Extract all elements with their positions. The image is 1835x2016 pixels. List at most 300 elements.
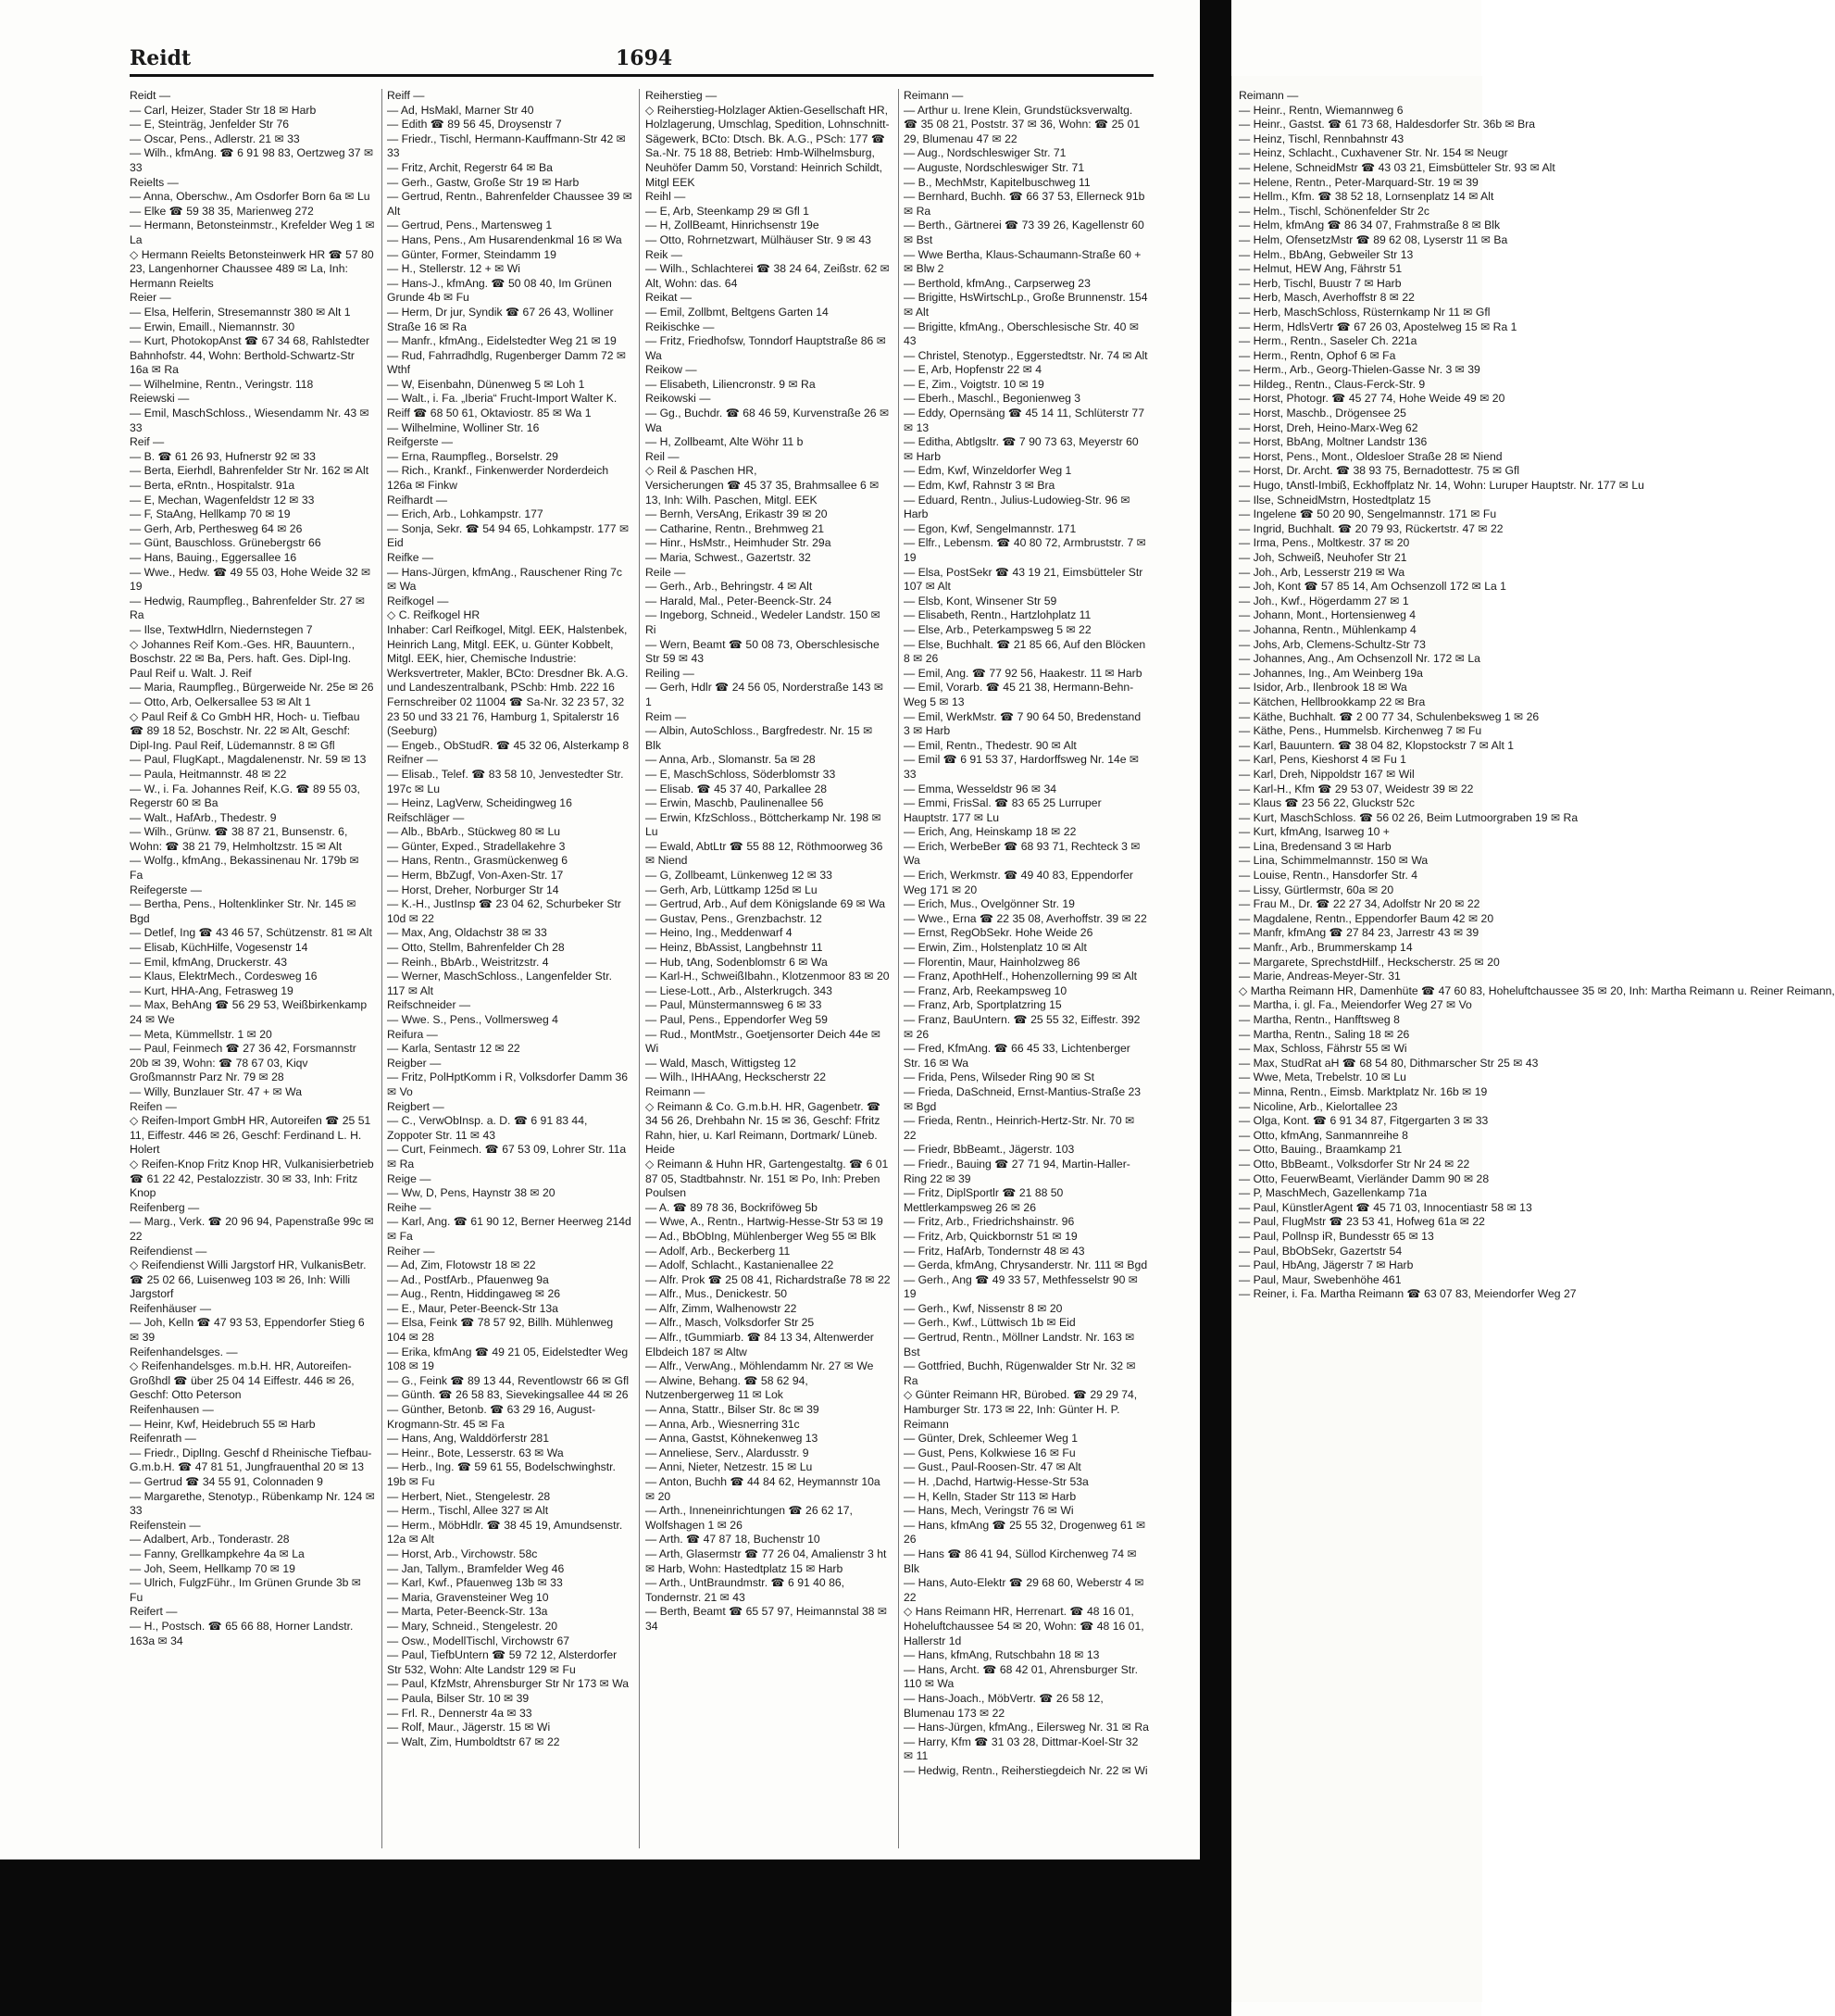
directory-entry: Reimann — — [1239, 89, 1299, 102]
directory-entry: — Käthe, Buchhalt. ☎ 2 00 77 34, Schulenbeksweg 1 ✉ 26 — [1239, 709, 1540, 723]
directory-entry: — Hans-J., kfmAng. ☎ 50 08 40, Im Grünen Grunde 4b ✉ Fu — [387, 276, 612, 305]
directory-entry: — Günter, Former, Steindamm 19 — [387, 247, 556, 261]
directory-entry: — Ad, Zim, Flotowstr 18 ✉ 22 — [387, 1258, 536, 1272]
directory-entry: — Otto, Stellm, Bahrenfelder Ch 28 — [387, 941, 565, 955]
directory-entry: — Paul, Feinmech ☎ 27 36 42, Forsmannstr 20b ✉ 39, Wohn: ☎ 78 67 03, Kiqv Großmannstr Parz Nr. 79 ✉ 28 — [130, 1042, 356, 1084]
directory-entry: — Arth., Inneneinrichtungen ☎ 26 62 17, Wolfshagen 1 ✉ 26 — [645, 1504, 853, 1532]
directory-entry: — H., Postsch. ☎ 65 66 88, Horner Landstr. 163a ✉ 34 — [130, 1619, 354, 1647]
directory-entry: — Heinz, Schlacht., Cuxhavener Str. Nr. 154 ✉ Neugr — [1239, 146, 1508, 160]
directory-entry: — H, Zollbeamt, Alte Wöhr 11 b — [645, 435, 804, 449]
directory-entry: — Berta, eRntn., Hospitalstr. 91a — [130, 479, 295, 493]
directory-entry: — Wolfg., kfmAng., Bekassinenau Nr. 179b ✉ Fa — [130, 854, 359, 883]
book-gutter — [1200, 0, 1231, 2016]
directory-entry: — Heino, Ing., Meddenwarf 4 — [645, 926, 793, 940]
directory-entry: — Käthe, Pens., Hummelsb. Kirchenweg 7 ✉ Fu — [1239, 724, 1482, 738]
directory-entry: — Anna, Gastst, Köhnekenweg 13 — [645, 1432, 818, 1446]
directory-entry: — Arthur u. Irene Klein, Grundstücksverwaltg. ☎ 35 08 21, Poststr. 37 ✉ 36, Wohn: ☎ 25 01 29, Blumenau 47 ✉ 22 — [904, 103, 1141, 145]
directory-entry: — Heinr., Bote, Lesserstr. 63 ✉ Wa — [387, 1446, 564, 1459]
directory-entry: — Karl-H., Kfm ☎ 29 53 07, Weidestr 39 ✉ 22 — [1239, 782, 1474, 795]
directory-entry: — Minna, Rentn., Eimsb. Marktplatz Nr. 16b ✉ 19 — [1239, 1084, 1488, 1098]
directory-entry: — Hub, tAng, Sodenblomstr 6 ✉ Wa — [645, 955, 828, 969]
directory-entry: — Lina, Schimmelmannstr. 150 ✉ Wa — [1239, 854, 1429, 868]
directory-entry: — Paul, FlugMstr ☎ 23 53 41, Hofweg 61a ✉ 22 — [1239, 1215, 1485, 1229]
directory-entry: — Otto, BbBeamt., Volksdorfer Str Nr 24 ✉ 22 — [1239, 1157, 1470, 1171]
directory-entry: — Maria, Raumpfleg., Bürgerweide Nr. 25e ✉ 26 — [130, 681, 374, 695]
directory-entry: — Emil, Rentn., Thedestr. 90 ✉ Alt — [904, 738, 1077, 752]
directory-entry: — Max, StudRat aH ☎ 68 54 80, Dithmarscher Str 25 ✉ 43 — [1239, 1056, 1539, 1070]
directory-entry: ◇ Hermann Reielts Betonsteinwerk HR ☎ 57 80 23, Langenhorner Chaussee 489 ✉ La, Inh: Hermann Reielts — [130, 247, 374, 290]
directory-entry: — Gerda, kfmAng, Chrysanderstr. Nr. 111 ✉ Bgd — [904, 1258, 1148, 1272]
directory-entry: — Ingeborg, Schneid., Wedeler Landstr. 150 ✉ Ri — [645, 608, 880, 636]
directory-entry: Reiling — — [645, 666, 694, 680]
directory-entry: — Rud., MontMstr., Goetjensorter Deich 44e ✉ Wi — [645, 1027, 881, 1056]
directory-entry: — Herbert, Niet., Stengelestr. 28 — [387, 1489, 551, 1503]
directory-entry: — Karl, Ang. ☎ 61 90 12, Berner Heerweg 214d ✉ Fa — [387, 1215, 631, 1243]
directory-entry: — Werner, MaschSchloss., Langenfelder Str. 117 ✉ Alt — [387, 970, 612, 997]
directory-entry: — Horst, Dr. Archt. ☎ 38 93 75, Bernadottestr. 75 ✉ Gfl — [1239, 464, 1520, 478]
directory-entry: Reikischke — — [645, 319, 715, 333]
directory-entry: Reif — — [130, 435, 165, 449]
directory-entry: — Gerh., Arb., Behringstr. 4 ✉ Alt — [645, 580, 813, 594]
directory-entry: — Emmi, FrisSal. ☎ 83 65 25 Lurruper Hauptstr. 177 ✉ Lu — [904, 796, 1102, 824]
directory-entry: — Gerh., Ang ☎ 49 33 57, Methfesselstr 90 ✉ 19 — [904, 1272, 1139, 1301]
directory-entry: — H, ZollBeamt, Hinrichsenstr 19e — [645, 219, 819, 232]
directory-entry: — Irma, Pens., Moltkestr. 37 ✉ 20 — [1239, 536, 1410, 550]
directory-entry: — Ewald, AbtLtr ☎ 55 88 12, Röthmoorweg 36 ✉ Niend — [645, 839, 883, 868]
directory-entry: — Horst, Maschb., Drögensee 25 — [1239, 407, 1406, 420]
directory-entry: — Heinr., Rentn, Wiemannweg 6 — [1239, 103, 1404, 117]
directory-entry: Reifkogel — — [387, 594, 449, 607]
directory-entry: — Otto, Bauing., Braamkamp 21 — [1239, 1143, 1403, 1157]
directory-entry: Reiewski — — [130, 392, 190, 406]
header-rule — [130, 74, 1154, 77]
directory-entry: — Otto, kfmAng, Sanmannreihe 8 — [1239, 1128, 1408, 1142]
directory-entry: — Friedr, BbBeamt., Jägerstr. 103 — [904, 1143, 1075, 1157]
directory-entry: Reihe — — [387, 1200, 431, 1214]
directory-entry: — Heinz, BbAssist, Langbehnstr 11 — [645, 941, 823, 955]
directory-entry: — Fanny, Grellkampkehre 4a ✉ La — [130, 1546, 305, 1560]
directory-entry: — Helene, Rentn., Peter-Marquard-Str. 19 ✉ 39 — [1239, 175, 1479, 189]
directory-entry: — Manfr., kfmAng., Eidelstedter Weg 21 ✉ 19 — [387, 334, 617, 348]
directory-entry: — Paul, KfzMstr, Ahrensburger Str Nr 173 ✉ Wa — [387, 1677, 630, 1691]
directory-entry: — Günter, Drek, Schleemer Weg 1 — [904, 1432, 1079, 1446]
directory-entry: — Ww, D, Pens, Haynstr 38 ✉ 20 — [387, 1186, 555, 1200]
directory-entry: — Karla, Sentastr 12 ✉ 22 — [387, 1042, 520, 1056]
directory-entry: — Erich, Mus., Ovelgönner Str. 19 — [904, 897, 1075, 911]
directory-entry: — Hedwig, Raumpfleg., Bahrenfelder Str. 27 ✉ Ra — [130, 594, 366, 622]
page-header — [130, 43, 1154, 74]
directory-entry: — Elke ☎ 59 38 35, Marienweg 272 — [130, 204, 314, 218]
directory-entry: Reile — — [645, 565, 686, 579]
directory-entry: — Auguste, Nordschleswiger Str. 71 — [904, 160, 1085, 174]
directory-entry: — Friedr., Tischl, Hermann-Kauffmann-Str 42 ✉ 33 — [387, 131, 626, 160]
directory-entry: — Arth. ☎ 47 87 18, Buchenstr 10 — [645, 1533, 820, 1546]
directory-entry: — Berta, Eierhdl, Bahrenfelder Str Nr. 162 ✉ Alt — [130, 464, 369, 478]
directory-entry: — Emil, MaschSchloss., Wiesendamm Nr. 43 ✉ 33 — [130, 407, 369, 434]
directory-entry: — Hans ☎ 86 41 94, Süllod Kirchenweg 74 ✉ Blk — [904, 1546, 1137, 1575]
directory-entry: — Elsa, PostSekr ☎ 43 19 21, Eimsbütteler Str 107 ✉ Alt — [904, 565, 1143, 594]
directory-entry: — Wilh., Schlachterei ☎ 38 24 64, Zeißstr. 62 ✉ Alt, Wohn: das. 64 — [645, 262, 890, 290]
directory-entry: Reik — — [645, 247, 682, 261]
directory-entry: — Joh, Kont ☎ 57 85 14, Am Ochsenzoll 172 ✉ La 1 — [1239, 580, 1506, 594]
directory-entry: — Horst, BbAng, Moltner Landstr 136 — [1239, 435, 1428, 449]
directory-entry: Reifenberg — — [130, 1200, 200, 1214]
directory-entry: — Erich, Ang, Heinskamp 18 ✉ 22 — [904, 825, 1077, 839]
directory-entry: — Manfr., Arb., Brummerskamp 14 — [1239, 941, 1413, 955]
directory-entry: — Ulrich, FulgzFühr., Im Grünen Grunde 3b ✉ Fu — [130, 1576, 361, 1604]
directory-entry: — Erich, WerbeBer ☎ 68 93 71, Rechteck 3 ✉ Wa — [904, 839, 1141, 868]
directory-entry: — Hermann, Betonsteinmstr., Krefelder Weg 1 ✉ La — [130, 219, 375, 246]
directory-entry: — P, MaschMech, Gazellenkamp 71a — [1239, 1186, 1427, 1200]
directory-entry: — Herm., Rentn, Ophof 6 ✉ Fa — [1239, 348, 1396, 362]
directory-entry: Reifura — — [387, 1027, 438, 1041]
directory-entry: — Fritz, Friedhofsw, Tonndorf Hauptstraße 86 ✉ Wa — [645, 334, 886, 362]
directory-entry: — Karl-H., SchweißIbahn., Klotzenmoor 83 ✉ 20 — [645, 970, 890, 983]
directory-entry: — Elisab., Telef. ☎ 83 58 10, Jenvestedter Str. 197c ✉ Lu — [387, 767, 624, 795]
directory-entry: — Liese-Lott., Arb., Alsterkrugch. 343 — [645, 983, 832, 997]
directory-entry: — Brigitte, kfmAng., Oberschlesische Str. 40 ✉ 43 — [904, 319, 1140, 348]
directory-entry: Reifenrath — — [130, 1432, 196, 1446]
directory-entry: Reifegerste — — [130, 883, 202, 896]
directory-entry: — Walt., i. Fa. „Iberia“ Frucht-Import Walter K. Reiff ☎ 68 50 61, Oktaviostr. 85 ✉ Wa 1 — [387, 392, 618, 420]
directory-entry: — Johs, Arb, Clemens-Schultz-Str 73 — [1239, 637, 1426, 651]
directory-entry: — Herm, Dr jur, Syndik ☎ 67 26 43, Wolliner Straße 16 ✉ Ra — [387, 305, 614, 333]
directory-entry: — Hans, Mech, Veringstr 76 ✉ Wi — [904, 1504, 1074, 1518]
directory-entry: — Erna, Raumpfleg., Borselstr. 29 — [387, 449, 558, 463]
directory-entry: — Aug., Nordschleswiger Str. 71 — [904, 146, 1067, 160]
directory-entry: — Herm, HdlsVertr ☎ 67 26 03, Apostelweg 15 ✉ Ra 1 — [1239, 319, 1517, 333]
directory-entry: — Wern, Beamt ☎ 50 08 73, Oberschlesische Str 59 ✉ 43 — [645, 637, 880, 666]
directory-entry: — Max, Ang, Oldachstr 38 ✉ 33 — [387, 926, 547, 940]
directory-entry: — Günth. ☎ 26 58 83, Sievekingsallee 44 ✉ 26 — [387, 1388, 629, 1402]
directory-entry: — Adalbert, Arb., Tonderastr. 28 — [130, 1533, 290, 1546]
directory-entry: — Erwin, Maschb, Paulinenallee 56 — [645, 796, 824, 810]
directory-entry: — Elsb, Kont, Winsener Str 59 — [904, 594, 1057, 607]
directory-entry: — Egon, Kwf, Sengelmannstr. 171 — [904, 521, 1077, 535]
directory-entry: — Isidor, Arb., Ilenbrook 18 ✉ Wa — [1239, 681, 1407, 695]
directory-column-3 — [645, 89, 891, 1634]
directory-entry: — E, Steinträg, Jenfelder Str 76 — [130, 118, 290, 131]
directory-entry: — Eddy, Opernsäng ☎ 45 14 11, Schlüterstr 77 ✉ 13 — [904, 407, 1144, 434]
directory-entry: Reifenhäuser — — [130, 1301, 212, 1315]
directory-entry: — Fred, KfmAng. ☎ 66 45 33, Lichtenberger Str. 16 ✉ Wa — [904, 1042, 1130, 1070]
directory-entry: — Jan, Tallym., Bramfelder Weg 46 — [387, 1561, 565, 1575]
directory-entry: — Brigitte, HsWirtschLp., Große Brunnenstr. 154 ✉ Alt — [904, 291, 1148, 319]
column-divider — [381, 89, 382, 1848]
directory-entry: — Reinh., BbArb., Weistritzstr. 4 — [387, 955, 549, 969]
directory-entry: — Oscar, Pens., Adlerstr. 21 ✉ 33 — [130, 131, 300, 145]
page-number: 1694 — [616, 46, 673, 70]
directory-entry: — Ernst, RegObSekr. Hohe Weide 26 — [904, 926, 1093, 940]
directory-entry: — Paula, Bilser Str. 10 ✉ 39 — [387, 1691, 530, 1705]
directory-entry: — Wilh., kfmAng. ☎ 6 91 98 83, Oertzweg 37 ✉ 33 — [130, 146, 374, 174]
directory-entry: — Fritz, Arb., Friedrichshainstr. 96 — [904, 1215, 1075, 1229]
directory-entry: — Erwin, Emaill., Niemannstr. 30 — [130, 319, 295, 333]
directory-entry: ◇ Martha Reimann HR, Damenhüte ☎ 47 60 83, Hoheluftchaussee 35 ✉ 20, Inh: Martha Reimann u. Reiner Reimann, — [1239, 983, 1835, 997]
directory-entry: — Willy, Bunzlauer Str. 47 + ✉ Wa — [130, 1084, 302, 1098]
directory-entry: — Emil, Zollbmt, Beltgens Garten 14 — [645, 305, 829, 319]
directory-entry: Reifner — — [387, 753, 438, 767]
directory-entry: ◇ Reifenhandelsges. m.b.H. HR, Autoreifen-Großhdl ☎ über 25 04 14 Eiffestr. 446 ✉ 26, Geschf: Otto Peterson — [130, 1359, 355, 1402]
directory-entry: — Anna, Arb., Wiesnerring 31c — [645, 1417, 800, 1431]
directory-entry: — Edm, Kwf, Rahnstr 3 ✉ Bra — [904, 479, 1055, 493]
directory-entry: — E, MaschSchloss, Söderblomstr 33 — [645, 767, 836, 781]
directory-entry: — Rich., Krankf., Finkenwerder Norderdeich 126a ✉ Finkw — [387, 464, 609, 493]
directory-entry: — Arth., UntBraundmstr. ☎ 6 91 40 86, Tondernstr. 21 ✉ 43 — [645, 1576, 845, 1604]
directory-entry: Reifschläger — — [387, 810, 465, 824]
directory-entry: — Editha, Abtlgsltr. ☎ 7 90 73 63, Meyerstr 60 ✉ Harb — [904, 435, 1139, 463]
directory-entry: — Franz, ApothHelf., Hohenzollerning 99 ✉ Alt — [904, 970, 1138, 983]
directory-entry: — Eberh., Maschl., Begonienweg 3 — [904, 392, 1081, 406]
directory-entry: — Paul, KünstlerAgent ☎ 45 71 03, Innocentiastr 58 ✉ 13 — [1239, 1200, 1532, 1214]
directory-entry: — Gertrud, Pens., Martensweg 1 — [387, 219, 553, 232]
directory-entry: — Horst, Dreh, Heino-Marx-Weg 62 — [1239, 420, 1418, 434]
directory-entry: — Joh, Kelln ☎ 47 93 53, Eppendorfer Stieg 6 ✉ 39 — [130, 1316, 365, 1345]
directory-entry: — Paul, Münstermannsweg 6 ✉ 33 — [645, 998, 822, 1012]
directory-entry: — Martha, Rentn., Hanfftsweg 8 — [1239, 1013, 1400, 1026]
directory-entry: — Herm, BbZugf, Von-Axen-Str. 17 — [387, 869, 564, 883]
directory-entry: — Karl, Bauuntern. ☎ 38 04 82, Klopstockstr 7 ✉ Alt 1 — [1239, 738, 1515, 752]
directory-entry: — Wwe. S., Pens., Vollmersweg 4 — [387, 1013, 558, 1026]
directory-entry: — Marie, Andreas-Meyer-Str. 31 — [1239, 970, 1401, 983]
directory-entry: Reifke — — [387, 551, 434, 564]
directory-entry: ◇ Johannes Reif Kom.-Ges. HR, Bauuntern., Boschstr. 22 ✉ Ba, Pers. haft. Ges. Dipl-Ing. Paul Reif u. Walt. J. Reif — [130, 637, 356, 680]
directory-entry: — Fritz, Archit, Regerstr 64 ✉ Ba — [387, 160, 553, 174]
directory-entry: Reifendienst — — [130, 1244, 207, 1258]
directory-entry: Versicherungen ☎ 45 37 35, Brahmsallee 6 ✉ 13, Inh: Wilh. Paschen, Mitgl. EEK — [645, 479, 880, 507]
directory-entry: — Günt, Bauschloss. Grünebergstr 66 — [130, 536, 321, 550]
directory-entry: — Karl, Dreh, Nippoldstr 167 ✉ Wil — [1239, 767, 1415, 781]
directory-entry: — Hans, Bauing., Eggersallee 16 — [130, 551, 297, 564]
directory-entry: — Alfr, Zimm, Walhenowstr 22 — [645, 1301, 797, 1315]
column-divider — [898, 89, 899, 1848]
directory-entry: — Kurt, HHA-Ang, Fetrasweg 19 — [130, 983, 293, 997]
directory-entry: — Helm, kfmAng ☎ 86 34 07, Frahmstraße 8 ✉ Blk — [1239, 219, 1501, 232]
directory-entry: — Frl. R., Dennerstr 4a ✉ 33 — [387, 1706, 532, 1720]
directory-entry: — Emma, Wesseldstr 96 ✉ 34 — [904, 782, 1057, 795]
directory-entry: — Hans-Joach., MöbVertr. ☎ 26 58 12, Blumenau 173 ✉ 22 — [904, 1691, 1104, 1720]
directory-column-1 — [130, 89, 375, 1648]
directory-entry: — Catharine, Rentn., Brehmweg 21 — [645, 521, 825, 535]
directory-entry: — Ad., PostfArb., Pfauenweg 9a — [387, 1272, 549, 1286]
directory-entry: — Günter, Exped., Stradellakehre 3 — [387, 839, 566, 853]
directory-entry: — K.-H., JustInsp ☎ 23 04 62, Schurbeker Str 10d ✉ 22 — [387, 897, 621, 925]
directory-entry: — Klaus, ElektrMech., Cordesweg 16 — [130, 970, 318, 983]
directory-entry: — Heinz, Tischl, Rennbahnstr 43 — [1239, 131, 1404, 145]
directory-entry: Reifgerste — — [387, 435, 454, 449]
directory-entry: — Heinz, LagVerw, Scheidingweg 16 — [387, 796, 572, 810]
directory-entry: — Anneliese, Serv., Alardusstr. 9 — [645, 1446, 809, 1459]
directory-entry: — Berth., Gärtnerei ☎ 73 39 26, Kagellenstr 60 ✉ Bst — [904, 219, 1144, 246]
directory-entry: — Paul, TiefbUntern ☎ 59 72 12, Alsterdorfer Str 532, Wohn: Alte Landstr 129 ✉ Fu — [387, 1648, 618, 1676]
directory-entry: — Max, BehAng ☎ 56 29 53, Weißbirkenkamp 24 ✉ We — [130, 998, 368, 1026]
directory-entry: — Gerh, Hdlr ☎ 24 56 05, Norderstraße 143 ✉ 1 — [645, 681, 884, 708]
directory-entry: — Nicoline, Arb., Kielortallee 23 — [1239, 1099, 1398, 1113]
directory-entry: Reigber — — [387, 1056, 442, 1070]
directory-entry: — H. ,Dachd, Hartwig-Hesse-Str 53a — [904, 1475, 1089, 1488]
directory-entry: — Wilh., Grünw. ☎ 38 87 21, Bunsenstr. 6, Wohn: ☎ 38 21 79, Helmholtzstr. 15 ✉ Alt — [130, 825, 348, 853]
directory-entry: — Elsa, Feink ☎ 78 57 92, Billh. Mühlenweg 104 ✉ 28 — [387, 1316, 614, 1345]
directory-entry: — Herm., Arb., Georg-Thielen-Gasse Nr. 3 ✉ 39 — [1239, 363, 1480, 377]
directory-entry: — Helm., BbAng, Gebweiler Str 13 — [1239, 247, 1414, 261]
directory-entry: — Gerh., Kwf., Lüttwisch 1b ✉ Eid — [904, 1316, 1076, 1330]
directory-entry: — Erwin, KfzSchloss., Böttcherkamp Nr. 198 ✉ Lu — [645, 810, 881, 839]
directory-entry: — Elfr., Lebensm. ☎ 40 80 72, Armbruststr. 7 ✉ 19 — [904, 536, 1146, 564]
directory-entry: — Martha, Rentn., Saling 18 ✉ 26 — [1239, 1027, 1410, 1041]
directory-entry: — Olga, Kont. ☎ 6 91 34 87, Fitgergarten 3 ✉ 33 — [1239, 1114, 1489, 1128]
directory-entry: Inhaber: Carl Reifkogel, Mitgl. EEK, Halstenbek, Heinrich Lang, Mitgl. EEK, u. Günter Kobbelt, Mitgl. EEK, hier, Chemische Industrie: Werksvertreter, Makler, BCto: Dresdner Bk. A.G. und Landeszentralbank, PSchb: Hmb. 222 16 Fernschreiber 02 11004 ☎ Sa-Nr. 32 23 57, 32 23 50 und 33 21 76, Hamburg 1, Spitalerstr 16 (Seeburg) — [387, 622, 629, 738]
directory-entry: — Horst, Arb., Virchowstr. 58c — [387, 1546, 538, 1560]
directory-entry: — Louise, Rentn., Hansdorfer Str. 4 — [1239, 869, 1418, 883]
directory-entry: — Edith ☎ 89 56 45, Droysenstr 7 — [387, 118, 562, 131]
directory-entry: — Horst, Photogr. ☎ 45 27 74, Hohe Weide 49 ✉ 20 — [1239, 392, 1505, 406]
directory-entry: — Alfr., VerwAng., Möhlendamm Nr. 27 ✉ We — [645, 1359, 874, 1373]
directory-entry: — Ad, HsMakl, Marner Str 40 — [387, 103, 534, 117]
directory-entry: — Heinr, Kwf, Heidebruch 55 ✉ Harb — [130, 1417, 316, 1431]
directory-entry: — Detlef, Ing ☎ 43 46 57, Schützenstr. 81 ✉ Alt — [130, 926, 372, 940]
directory-column-4 — [904, 89, 1149, 1778]
directory-entry: — Martha, i. gl. Fa., Meiendorfer Weg 27 ✉ Vo — [1239, 998, 1472, 1012]
directory-entry: — Hinr., HsMstr., Heimhuder Str. 29a — [645, 536, 831, 550]
directory-entry: — E, Zim., Voigtstr. 10 ✉ 19 — [904, 377, 1044, 391]
directory-entry: — Sonja, Sekr. ☎ 54 94 65, Lohkampstr. 177 ✉ Eid — [387, 521, 630, 550]
directory-entry: Reifert — — [130, 1605, 178, 1619]
directory-entry: — Elisab. ☎ 45 37 40, Parkallee 28 — [645, 782, 828, 795]
directory-entry: — Frieda, DaSchneid, Ernst-Mantius-Straße 23 ✉ Bgd — [904, 1084, 1142, 1113]
directory-entry: — Paul, FlugKapt., Magdalenenstr. Nr. 59 ✉ 13 — [130, 753, 367, 767]
directory-entry: Reikat — — [645, 291, 693, 305]
directory-entry: — Gertrud, Rentn., Bahrenfelder Chaussee 39 ✉ Alt — [387, 190, 632, 218]
directory-entry: — Gerh, Arb, Lüttkamp 125d ✉ Lu — [645, 883, 818, 896]
directory-entry: — Alfr., tGummiarb. ☎ 84 13 34, Altenwerder Elbdeich 187 ✉ Altw — [645, 1331, 874, 1359]
directory-entry: — Paul, Pens., Eppendorfer Weg 59 — [645, 1013, 828, 1026]
directory-entry: — Harry, Kfm ☎ 31 03 28, Dittmar-Koel-Str 32 ✉ 11 — [904, 1734, 1139, 1763]
directory-entry: — G, Zollbeamt, Lünkenweg 12 ✉ 33 — [645, 869, 832, 883]
directory-entry: — Emil, kfmAng, Druckerstr. 43 — [130, 955, 287, 969]
directory-entry: — Lissy, Gürtlermstr, 60a ✉ 20 — [1239, 883, 1394, 896]
directory-entry: — Alfr. Prok ☎ 25 08 41, Richardstraße 78 ✉ 22 — [645, 1272, 891, 1286]
directory-entry: — Franz, Arb, Reekampsweg 10 — [904, 983, 1067, 997]
directory-entry: — Alb., BbArb., Stückweg 80 ✉ Lu — [387, 825, 561, 839]
directory-entry: — Paul, Pollnsp iR, Bundesstr 65 ✉ 13 — [1239, 1229, 1434, 1243]
directory-entry: — Johannes, Ing., Am Weinberg 19a — [1239, 666, 1423, 680]
directory-entry: — Reiner, i. Fa. Martha Reimann ☎ 63 07 83, Meiendorfer Weg 27 — [1239, 1287, 1577, 1301]
directory-entry: — Herb, Masch, Averhoffstr 8 ✉ 22 — [1239, 291, 1415, 305]
directory-entry: — Erich, Werkmstr. ☎ 49 40 83, Eppendorfer Weg 171 ✉ 20 — [904, 869, 1133, 896]
directory-entry: — Elisab, KüchHilfe, Vogesenstr 14 — [130, 941, 308, 955]
directory-entry: — Johann, Mont., Hortensienweg 4 — [1239, 608, 1417, 622]
directory-entry: ◇ C. Reifkogel HR — [387, 608, 481, 622]
directory-entry: ◇ Reifen-Knop Fritz Knop HR, Vulkanisierbetrieb ☎ 61 22 42, Pestalozzistr. 30 ✉ 33, Inh: Fritz Knop — [130, 1157, 374, 1200]
directory-entry: Reimann — — [645, 1084, 705, 1098]
directory-entry: — Hedwig, Rentn., Reiherstiegdeich Nr. 22 ✉ Wi — [904, 1763, 1148, 1777]
directory-entry: — Emil, Vorarb. ☎ 45 21 38, Hermann-Behn-Weg 5 ✉ 13 — [904, 681, 1134, 708]
directory-entry: — Gertrud, Rentn., Möllner Landstr. Nr. 163 ✉ Bst — [904, 1331, 1135, 1359]
directory-entry: — Berth, Beamt ☎ 65 57 97, Heimannstal 38 ✉ 34 — [645, 1605, 888, 1633]
directory-entry: Reihl — — [645, 190, 686, 204]
directory-entry: — Edm, Kwf, Winzeldorfer Weg 1 — [904, 464, 1072, 478]
directory-entry: — Ingrid, Buchhalt. ☎ 20 79 93, Rückertstr. 47 ✉ 22 — [1239, 521, 1504, 535]
directory-entry: — Herm., Rentn., Saseler Ch. 221a — [1239, 334, 1417, 348]
directory-entry: — B., MechMstr, Kapitelbuschweg 11 — [904, 175, 1091, 189]
directory-entry: — Carl, Heizer, Stader Str 18 ✉ Harb — [130, 103, 317, 117]
directory-entry: — Hans, Rentn., Grasmückenweg 6 — [387, 854, 568, 868]
directory-entry: Reidt — — [130, 89, 171, 102]
directory-entry: — Albin, AutoSchloss., Bargfredestr. Nr. 15 ✉ Blk — [645, 724, 873, 752]
directory-entry: — Gerh, Arb, Perthesweg 64 ✉ 26 — [130, 521, 303, 535]
directory-entry: — G., Feink ☎ 89 13 44, Reventlowstr 66 ✉ Gfl — [387, 1373, 630, 1387]
directory-entry: — Hildeg., Rentn., Claus-Ferck-Str. 9 — [1239, 377, 1426, 391]
directory-entry: — Herb., Ing. ☎ 59 61 55, Bodelschwinghstr. 19b ✉ Fu — [387, 1460, 616, 1488]
directory-entry: — Kurt, MaschSchloss. ☎ 56 02 26, Beim Lutmoorgraben 19 ✉ Ra — [1239, 810, 1579, 824]
directory-entry: — Herb, Tischl, Buustr 7 ✉ Harb — [1239, 276, 1402, 290]
directory-entry: — Wwe, A., Rentn., Hartwig-Hesse-Str 53 ✉ 19 — [645, 1215, 883, 1229]
directory-entry: — Manfr, kfmAng ☎ 27 84 23, Jarrestr 43 ✉ 39 — [1239, 926, 1479, 940]
directory-entry: — Paul, Maur, Swebenhöhe 461 — [1239, 1272, 1402, 1286]
directory-entry: — Fritz, DiplSportlr ☎ 21 88 50 Mettlerkampsweg 26 ✉ 26 — [904, 1186, 1064, 1214]
directory-entry: — Florentin, Maur, Hainholzweg 86 — [904, 955, 1080, 969]
facing-page-column — [1239, 89, 1835, 1302]
directory-entry: — Emil ☎ 6 91 53 37, Hardorffsweg Nr. 14e ✉ 33 — [904, 753, 1140, 781]
directory-entry: — Wilhelmine, Wolliner Str. 16 — [387, 420, 540, 434]
directory-entry: — Gustav, Pens., Grenzbachstr. 12 — [645, 911, 822, 925]
running-head: Reidt — [130, 46, 192, 70]
directory-entry: ◇ Hans Reimann HR, Herrenart. ☎ 48 16 01, Hoheluftchaussee 54 ✉ 20, Wohn: ☎ 48 16 01, Hallerstr 1d — [904, 1605, 1144, 1647]
directory-entry: — H., Stellerstr. 12 + ✉ Wi — [387, 262, 520, 276]
directory-entry: — Günther, Betonb. ☎ 63 29 16, August-Krogmann-Str. 45 ✉ Fa — [387, 1403, 596, 1431]
directory-entry: — Frau M., Dr. ☎ 22 27 34, Adolfstr Nr 20 ✉ 22 — [1239, 897, 1480, 911]
directory-entry: Reiher — — [387, 1244, 435, 1258]
directory-entry: — Elsa, Helferin, Stresemannstr 380 ✉ Alt 1 — [130, 305, 351, 319]
directory-entry: — Elisabeth, Liliencronstr. 9 ✉ Ra — [645, 377, 816, 391]
directory-entry: — Berthold, kfmAng., Carpserweg 23 — [904, 276, 1091, 290]
directory-column-2 — [387, 89, 632, 1749]
directory-entry: — Ilse, TextwHdlrn, Niedernstegen 7 — [130, 622, 313, 636]
directory-entry: — Anni, Nieter, Netzestr. 15 ✉ Lu — [645, 1460, 813, 1474]
directory-entry: — Ilse, SchneidMstrn, Hostedtplatz 15 — [1239, 493, 1431, 507]
directory-entry: Reifenstein — — [130, 1518, 201, 1532]
directory-entry: — Mary, Schneid., Stengelestr. 20 — [387, 1619, 558, 1633]
directory-entry: ◇ Reil & Paschen HR, — [645, 464, 757, 478]
directory-entry: — Ingelene ☎ 50 20 90, Sengelmannstr. 171 ✉ Fu — [1239, 507, 1497, 521]
directory-entry: — Karl, Kwf., Pfauenweg 13b ✉ 33 — [387, 1576, 563, 1590]
directory-entry: — Wwe, Meta, Trebelstr. 10 ✉ Lu — [1239, 1071, 1406, 1084]
directory-entry: — Osw., ModellTischl, Virchowstr 67 — [387, 1634, 570, 1647]
directory-entry: — Else, Buchhalt. ☎ 21 85 66, Auf den Blöcken 8 ✉ 26 — [904, 637, 1146, 666]
directory-entry: — E, Arb, Hopfenstr 22 ✉ 4 — [904, 363, 1042, 377]
directory-entry: — Elisabeth, Rentn., Hartzlohplatz 11 — [904, 608, 1092, 622]
directory-entry: — Helene, SchneidMstr ☎ 43 03 21, Eimsbütteler Str. 93 ✉ Alt — [1239, 160, 1555, 174]
directory-entry: — Fritz, HafArb, Tondernstr 48 ✉ 43 — [904, 1244, 1085, 1258]
directory-entry: — Wilhelmine, Rentn., Veringstr. 118 — [130, 377, 314, 391]
directory-entry: — Friedr., DiplIng. Geschf d Rheinische Tiefbau-G.m.b.H. ☎ 47 81 51, Jungfrauenthal 20 ✉ 13 — [130, 1446, 372, 1474]
column-divider — [639, 89, 640, 1848]
directory-entry: — Kurt, PhotokopAnst ☎ 67 34 68, Rahlstedter Bahnhofstr. 44, Wohn: Berthold-Schwartz-Str 16a ✉ Ra — [130, 334, 370, 377]
directory-entry: — Gg., Buchdr. ☎ 68 46 59, Kurvenstraße 26 ✉ Wa — [645, 407, 890, 434]
directory-entry: Reimann — — [904, 89, 964, 102]
directory-entry: — F, StaAng, Hellkamp 70 ✉ 19 — [130, 507, 291, 521]
directory-entry: — B. ☎ 61 26 93, Hufnerstr 92 ✉ 33 — [130, 449, 316, 463]
directory-entry: Reikowski — — [645, 392, 711, 406]
directory-entry: Reifschneider — — [387, 998, 471, 1012]
directory-entry: — Otto, Arb, Oelkersallee 53 ✉ Alt 1 — [130, 695, 311, 708]
directory-entry: Reifenhandelsges. — — [130, 1345, 238, 1359]
directory-entry: — Franz, BauUntern. ☎ 25 55 32, Eiffestr. 392 ✉ 26 — [904, 1013, 1141, 1041]
directory-entry: — Lina, Bredensand 3 ✉ Harb — [1239, 839, 1392, 853]
directory-entry: — Hellm., Kfm. ☎ 38 52 18, Lornsenplatz 14 ✉ Alt — [1239, 190, 1494, 204]
directory-entry: — Bernhard, Buchh. ☎ 66 37 53, Ellerneck 91b ✉ Ra — [904, 190, 1145, 218]
directory-entry: — Maria, Gravensteiner Weg 10 — [387, 1590, 549, 1604]
